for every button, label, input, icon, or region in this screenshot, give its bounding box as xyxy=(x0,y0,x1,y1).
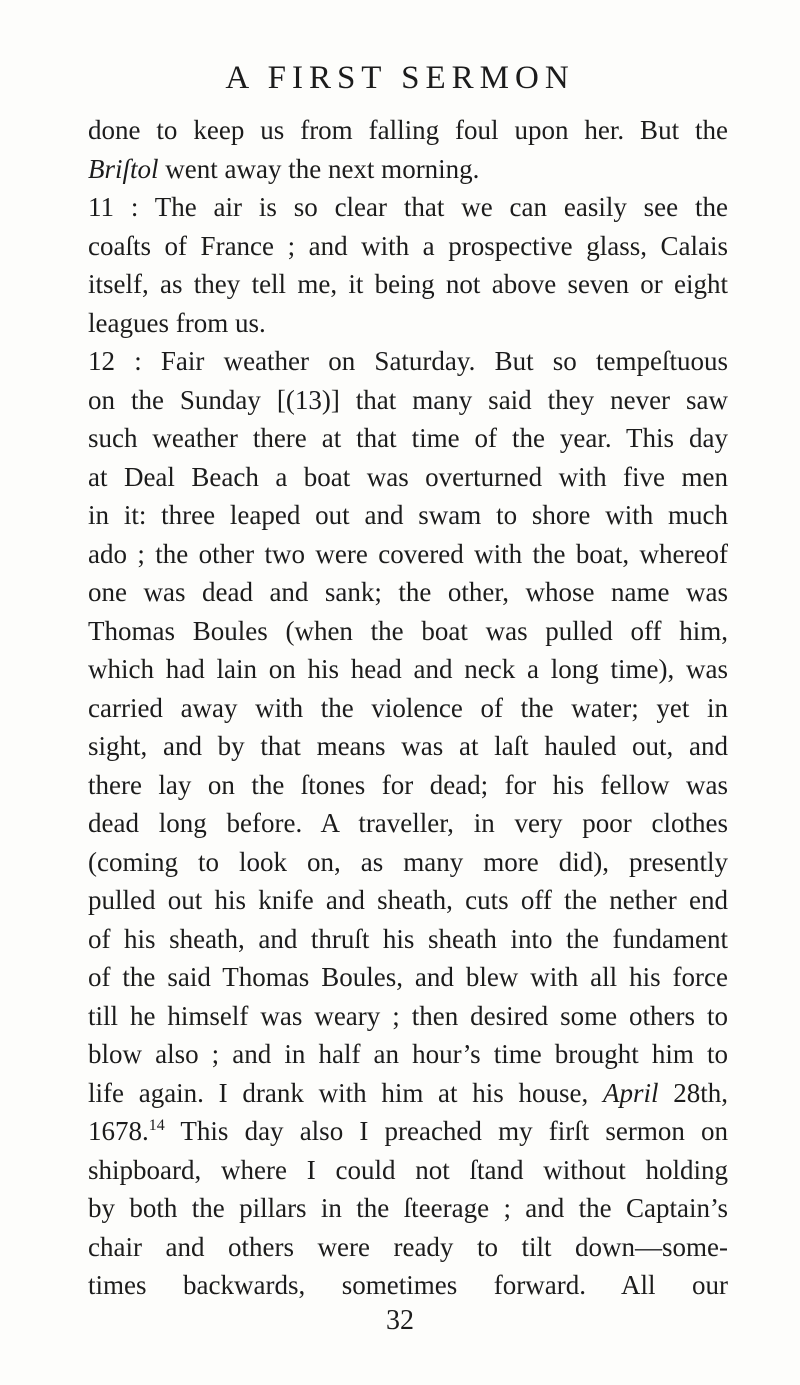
text-fragment: 1678. xyxy=(88,1116,149,1146)
text-line: pulled out his knife and sheath, cuts off the nether end xyxy=(88,885,728,915)
text-line: till he himself was weary ; then desired some others to xyxy=(88,1000,728,1031)
page-number: 32 xyxy=(386,1305,414,1336)
text-line: by both the pillars in the ſteerage ; and the Captain’s xyxy=(88,1193,728,1223)
text-line xyxy=(88,1074,728,1113)
text-line xyxy=(88,150,728,189)
text-line: (coming to look on, as many more did), presently xyxy=(88,846,728,877)
text-line: which had lain on his head and neck a long time), was xyxy=(88,654,728,684)
text-line: of his sheath, and thruſt his sheath into the fundament xyxy=(88,923,728,954)
text-line: blow also ; and in half an hour’s time brought him to xyxy=(88,1039,728,1069)
text-line: carried away with the violence of the water; yet in xyxy=(88,692,728,723)
text-line: dead long before. A traveller, in very poor clothes xyxy=(88,808,728,838)
text-line: chair and others were ready to tilt down—some- xyxy=(88,1231,728,1262)
text-line: on the Sunday [(13)] that many said they never saw xyxy=(88,384,728,415)
text-line: such weather there at that time of the year. This day xyxy=(88,423,728,453)
footnote-marker: 14 xyxy=(148,1117,165,1134)
text-line: times backwards, sometimes forward. All our xyxy=(88,1270,728,1300)
text-line: 11 : The air is so clear that we can easily see the xyxy=(88,192,728,222)
text-line: shipboard, where I could not ſtand without holding xyxy=(88,1154,728,1185)
text-line xyxy=(88,1112,728,1151)
text-line: sight, and by that means was at laſt hauled out, and xyxy=(88,731,728,761)
running-head: A FIRST SERMON xyxy=(225,60,575,96)
text-line: there lay on the ſtones for dead; for his fellow was xyxy=(88,769,728,800)
text-line: itself, as they tell me, it being not above seven or eight xyxy=(88,269,728,299)
text-fragment: life again. I drank with him at his house, xyxy=(88,1077,589,1108)
text-line: 12 : Fair weather on Saturday. But so tempeſtuous xyxy=(88,346,728,376)
body-text xyxy=(88,111,728,1305)
italic-date: April xyxy=(603,1077,659,1108)
text-line: Thomas Boules (when the boat was pulled off him, xyxy=(88,615,728,646)
text-line: leagues from us. xyxy=(88,307,266,338)
text-line: ado ; the other two were covered with the boat, whereof xyxy=(88,538,728,569)
italic-ship-name: Briſtol xyxy=(88,153,159,184)
text-fragment: 28th, xyxy=(658,1077,728,1108)
text-fragment: went away the next morning. xyxy=(158,153,480,184)
text-line: at Deal Beach a boat was overturned with five men xyxy=(88,461,728,492)
text-line: of the said Thomas Boules, and blew with all his force xyxy=(88,962,728,992)
text-line: in it: three leaped out and swam to shore with much xyxy=(88,500,728,530)
text-line: one was dead and sank; the other, whose name was xyxy=(88,577,728,607)
text-fragment: This day also I preached my firſt sermon on xyxy=(164,1116,728,1146)
text-line: done to keep us from falling foul upon her. But the xyxy=(88,115,728,145)
text-line: coaſts of France ; and with a prospective glass, Calais xyxy=(88,230,728,261)
